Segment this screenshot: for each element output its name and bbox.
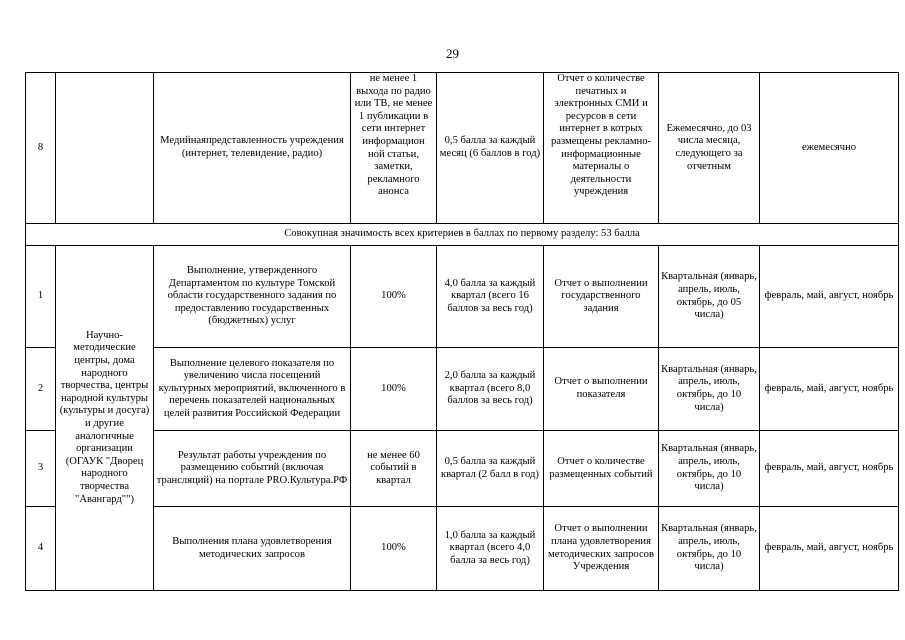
- target-value-cell: 100%: [351, 507, 437, 591]
- table-row: [26, 507, 899, 591]
- indicator-cell: Выполнение целевого показателя по увеличению числа посещений культурных мероприятий, включенного в перечень показателей национальных целей развития Российской Федерации: [154, 348, 351, 431]
- report-form-cell: Отчет о выполнении показателя: [544, 348, 659, 431]
- summary-text: Совокупная значимость всех критериев в баллах по первому разделу: 53 балла: [26, 224, 899, 246]
- points-cell: 4,0 балла за каждый квартал (всего 16 баллов за весь год): [437, 246, 544, 348]
- page-number: 29: [446, 46, 459, 61]
- row-number: 2: [26, 348, 56, 431]
- report-form-cell: Отчет о количестве печатных и электронных СМИ и ресурсов в сети интернет в котрых размещены рекламно-информационные материалы о деятельности учреждения: [544, 73, 659, 224]
- report-form-cell: Отчет о выполнении государственного задания: [544, 246, 659, 348]
- target-value-cell: 100%: [351, 246, 437, 348]
- months-cell: февраль, май, август, ноябрь: [760, 431, 899, 507]
- institution-cell: [56, 73, 154, 224]
- row-number: 8: [26, 73, 56, 224]
- period-cell: Квартальная (январь, апрель, июль, октябрь, до 10 числа): [659, 431, 760, 507]
- period-cell: Квартальная (январь, апрель, июль, октябрь, до 10 числа): [659, 348, 760, 431]
- months-cell: февраль, май, август, ноябрь: [760, 246, 899, 348]
- report-form-cell: Отчет о количестве размещенных событий: [544, 431, 659, 507]
- row-number: 3: [26, 431, 56, 507]
- target-value-cell: не менее 60 событий в квартал: [351, 431, 437, 507]
- report-form-cell: Отчет о выполнении плана удовлетворения методических запросов Учреждения: [544, 507, 659, 591]
- months-cell: февраль, май, август, ноябрь: [760, 507, 899, 591]
- target-value-cell: не менее 1 выхода по радио или ТВ, не менее 1 публикации в сети интернет информацион ной статьи, заметки, рекламного анонса: [351, 73, 437, 224]
- row-number: 1: [26, 246, 56, 348]
- target-value-cell: 100%: [351, 348, 437, 431]
- points-cell: 0,5 балла за каждый месяц (6 баллов в год): [437, 73, 544, 224]
- points-cell: 2,0 балла за каждый квартал (всего 8,0 баллов за весь год): [437, 348, 544, 431]
- table-row: [26, 73, 899, 224]
- summary-row: [26, 224, 899, 246]
- table-row: [26, 348, 899, 431]
- institution-cell: Научно-методические центры, дома народного творчества, центры народной культуры (культуры и досуга) и другие аналогичные организации (ОГАУК "Дворец народного творчества "Авангард""): [56, 246, 154, 591]
- points-cell: 0,5 балла за каждый квартал (2 балл в год): [437, 431, 544, 507]
- indicator-cell: Медийнаяпредставленность учреждения (интернет, телевидение, радио): [154, 73, 351, 224]
- months-cell: ежемесячно: [760, 73, 899, 224]
- indicator-cell: Выполнения плана удовлетворения методических запросов: [154, 507, 351, 591]
- indicator-cell: Результат работы учреждения по размещению событий (включая трансляций) на портале PRO.Культура.РФ: [154, 431, 351, 507]
- table-row: [26, 431, 899, 507]
- period-cell: Ежемесячно, до 03 числа месяца, следующего за отчетным: [659, 73, 760, 224]
- indicator-cell: Выполнение, утвержденного Департаментом по культуре Томской области государственного задания по предоставлению государственных (бюджетных) услуг: [154, 246, 351, 348]
- period-cell: Квартальная (январь, апрель, июль, октябрь, до 10 числа): [659, 507, 760, 591]
- points-cell: 1,0 балла за каждый квартал (всего 4,0 балла за весь год): [437, 507, 544, 591]
- table-row: [26, 246, 899, 348]
- months-cell: февраль, май, август, ноябрь: [760, 348, 899, 431]
- period-cell: Квартальная (январь, апрель, июль, октябрь, до 05 числа): [659, 246, 760, 348]
- criteria-table: [25, 72, 899, 591]
- row-number: 4: [26, 507, 56, 591]
